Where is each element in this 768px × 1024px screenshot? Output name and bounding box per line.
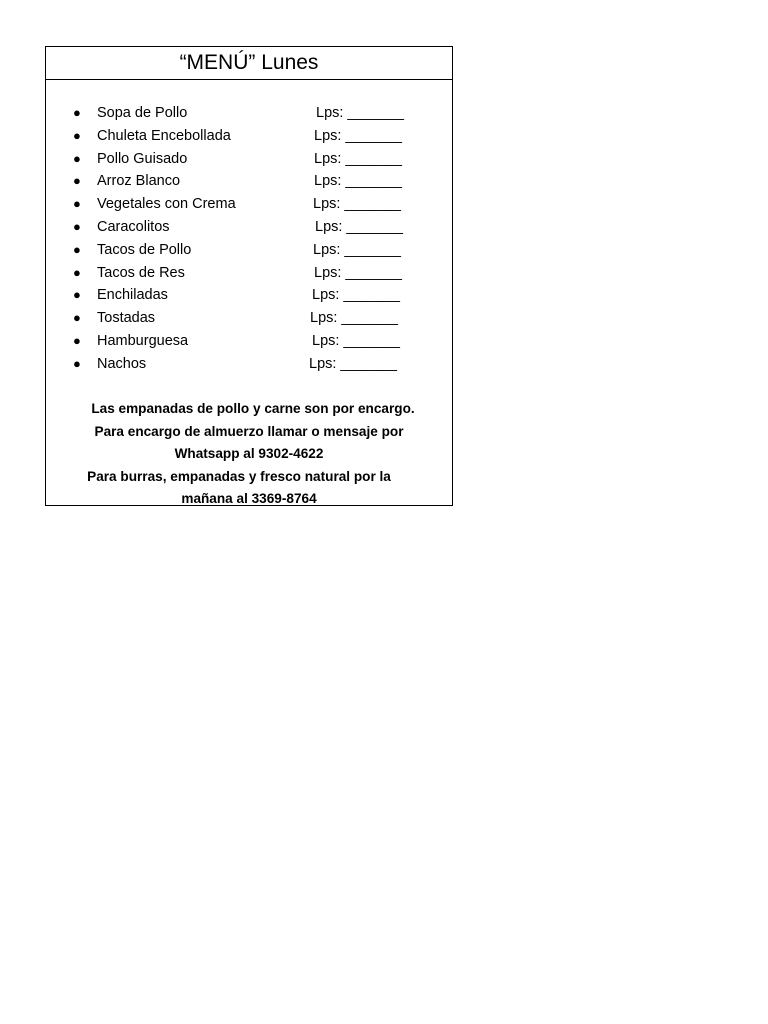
menu-item [46,170,452,193]
menu-item [46,216,452,239]
menu-item-price: Lps: _______ [313,241,401,258]
menu-items-list [46,102,452,376]
bullet-icon: ● [73,173,81,189]
note-line: Para encargo de almuerzo llamar o mensaje por [94,423,404,439]
menu-item-name: Sopa de Pollo [97,105,188,121]
menu-item-name: Tostadas [97,310,156,327]
menu-title: “MENÚ” Lunes [46,47,452,80]
menu-item [46,239,452,262]
bullet-icon: ● [73,196,81,212]
menu-item-name: Tacos de Pollo [97,241,192,258]
menu-item-price: Lps: _______ [314,150,402,167]
menu-item-price: Lps: _______ [314,264,402,281]
menu-item-price: Lps: _______ [312,332,400,349]
menu-notes [46,398,452,511]
bullet-icon: ● [73,310,81,326]
menu-item-price: Lps: _______ [316,105,404,121]
bullet-icon: ● [73,287,81,303]
menu-item-name: Pollo Guisado [97,150,188,167]
menu-card [45,46,453,506]
menu-item-name: Hamburguesa [97,332,189,349]
note-line: Para burras, empanadas y fresco natural por la [87,468,391,484]
menu-item [46,125,452,148]
menu-item [46,193,452,216]
menu-item-price: Lps: _______ [309,355,397,372]
note-line: mañana al 3369-8764 [181,491,317,507]
menu-item-name: Nachos [97,355,147,372]
note-line: Whatsapp al 9302-4622 [174,446,324,462]
bullet-icon: ● [73,241,81,257]
menu-item [46,102,452,125]
menu-item [46,284,452,307]
bullet-icon: ● [73,150,81,166]
menu-item-name: Arroz Blanco [97,173,181,190]
menu-item [46,307,452,330]
menu-item-name: Tacos de Res [97,264,185,281]
menu-item [46,330,452,353]
bullet-icon: ● [73,355,81,371]
bullet-icon: ● [73,264,81,280]
bullet-icon: ● [73,218,81,234]
menu-item-name: Vegetales con Crema [97,196,236,213]
menu-item-price: Lps: _______ [314,173,402,190]
menu-item [46,353,452,376]
menu-item-price: Lps: _______ [315,218,403,235]
bullet-icon: ● [73,105,81,120]
bullet-icon: ● [73,127,81,143]
menu-item-name: Enchiladas [97,287,168,304]
menu-item [46,262,452,285]
menu-item-price: Lps: _______ [310,310,398,327]
menu-item-price: Lps: _______ [313,196,401,213]
menu-item-price: Lps: _______ [314,127,402,144]
menu-item-name: Caracolitos [97,218,170,235]
note-line: Las empanadas de pollo y carne son por encargo. [91,401,415,416]
menu-item-price: Lps: _______ [312,287,400,304]
menu-item [46,148,452,171]
bullet-icon: ● [73,332,81,348]
menu-item-name: Chuleta Encebollada [97,127,231,144]
